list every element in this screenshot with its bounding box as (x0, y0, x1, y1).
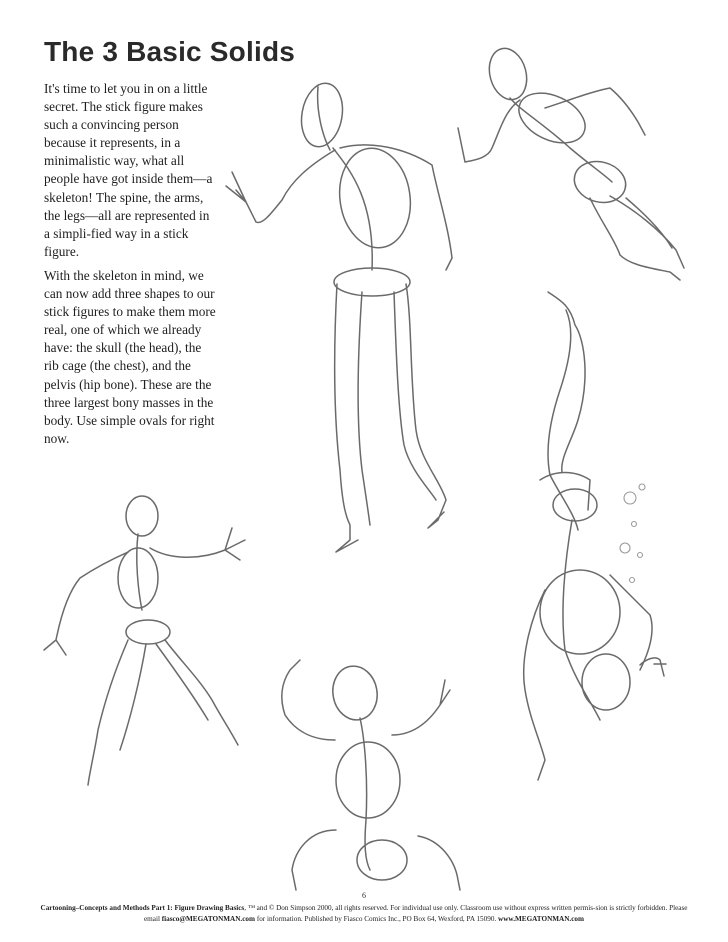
footer-info: for information. Published by Fiasco Comics Inc., PO Box 64, Wexford, PA 15090. (255, 914, 499, 923)
squatting-figure (282, 660, 460, 890)
paragraph-2: With the skeleton in mind, we can now add three shapes to our stick figures to make them more real, one of which we already have: the skull (the head), the rib cage (the chest), and the pelvis (hip bone). These are the three largest bony masses in the body. Use simple ovals for right now. (44, 267, 216, 446)
footer-website[interactable]: www.MEGATONMAN.com (498, 914, 584, 923)
footer-copyright: , ™ and © Don Simpson 2000, all rights reserved. For individual use only. Classroom use without express written permis-sion is strictly forbidden. Please email (143, 904, 688, 923)
footer-email[interactable]: fiasco@MEGATONMAN.com (161, 914, 256, 923)
dancing-figure (44, 496, 245, 785)
paragraph-1: It's time to let you in on a little secret. The stick figure makes such a convincing person because it represents, in a minimalistic way, what all people have got inside them—a skeleton! The spine, the arms, the legs—all are represented in a simpli-fied way in a stick figure. (44, 81, 213, 259)
page-title: The 3 Basic Solids (44, 36, 296, 67)
standing-figure (226, 80, 452, 552)
arched-figure (524, 292, 666, 780)
page-footer (40, 903, 688, 924)
page-number: 6 (362, 891, 366, 900)
running-figure (458, 44, 684, 280)
footer-book-title: Cartooning–Concepts and Methods Part 1: Figure Drawing Basics (40, 904, 245, 912)
